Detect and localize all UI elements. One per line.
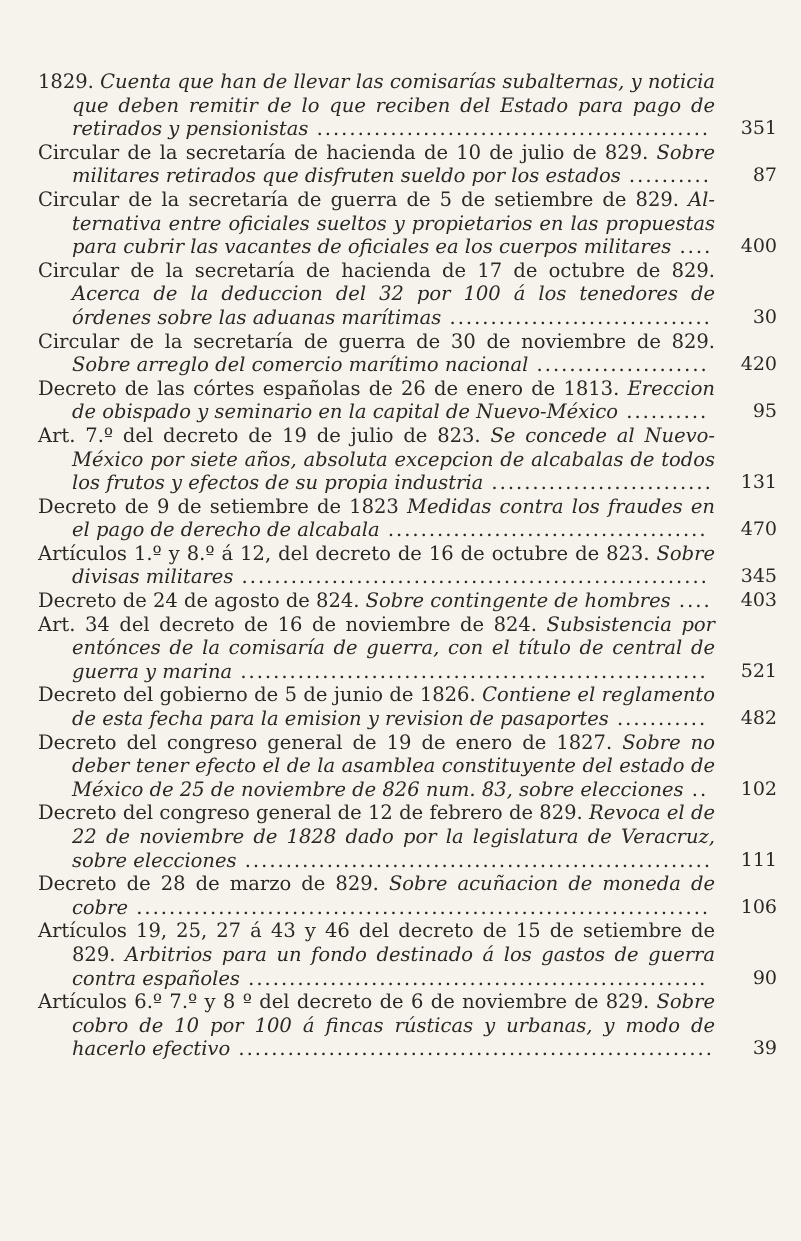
- entry-source: Circular de la secretaría de hacienda de 10 de julio de 829.: [38, 140, 657, 164]
- entry-topic: Revoca el de 22 de noviembre de 1828 dado por la legislatura de Veracruz, sobre elecciones: [72, 801, 715, 872]
- entry-topic: Alternativa entre oficiales sueltos y propietarios en las propuestas para cubrir las vacantes de oficiales ea los cuerpos militares: [72, 187, 715, 259]
- index-entry: [38, 70, 779, 141]
- entry-topic: Se concede al Nuevo-México por siete años, absoluta excepcion de alcabalas de todos los frutos y efectos de su propia industria: [72, 423, 715, 495]
- dot-leader: ................................: [441, 305, 712, 329]
- entry-topic: Sobre militares retirados que disfruten sueldo por los estados: [72, 140, 715, 188]
- page-number: 30: [752, 305, 777, 328]
- dot-leader: .......................................: [379, 518, 708, 542]
- entry-topic: Contiene el reglamento de esta fecha para la emision y revision de pasaportes: [72, 683, 715, 731]
- index-entry: [38, 495, 779, 542]
- page-number: 87: [752, 164, 777, 187]
- index-entry: [38, 377, 779, 424]
- index-entry: [38, 731, 779, 802]
- entry-source: Circular de la secretaría de guerra de 30 de noviembre de 829.: [38, 329, 715, 353]
- entry-source: Decreto de las córtes españolas de 26 de enero de 1813.: [38, 376, 628, 400]
- entry-source: Art. 34 del decreto de 16 de noviembre de 824.: [38, 612, 547, 636]
- index-entry: [38, 259, 779, 330]
- page-number: 102: [740, 777, 777, 800]
- page-number: 400: [740, 235, 777, 258]
- dot-leader: ........................................................: [239, 966, 708, 990]
- entry-topic: Sobre arreglo del comercio marítimo nacional: [72, 353, 529, 377]
- dot-leader: .....................: [528, 353, 709, 377]
- dot-leader: ..........: [618, 400, 709, 424]
- entry-source: Artículos 6.º 7.º y 8 º del decreto de 6 de noviembre de 829.: [38, 990, 657, 1014]
- dot-leader: ...........: [608, 707, 708, 731]
- entry-topic: Arbitrios para un fondo destinado á los gastos de guerra contra españoles: [72, 942, 716, 990]
- dot-leader: ..........................................................: [230, 1037, 714, 1061]
- dot-leader: ..........: [620, 164, 711, 188]
- dot-leader: ....: [671, 235, 713, 259]
- page-number: 403: [740, 589, 777, 612]
- entry-source: Decreto de 9 de setiembre de 1823: [38, 494, 408, 518]
- entry-source: Decreto del congreso general de 12 de febrero de 829.: [38, 801, 590, 825]
- index-entry: [38, 801, 779, 872]
- index-entry: [38, 330, 779, 377]
- index-entry: [38, 589, 779, 613]
- index-entry: [38, 542, 779, 589]
- entry-source: Artículos 1.º y 8.º á 12, del decreto de 16 de octubre de 823.: [38, 541, 657, 565]
- page-number: 111: [740, 848, 777, 871]
- entry-source: Art. 7.º del decreto de 19 de julio de 823.: [38, 423, 491, 447]
- index-entry: [38, 188, 779, 259]
- index-entry: [38, 613, 779, 684]
- entry-topic: Cuenta que han de llevar las comisarías subalternas, y noticia que deben remitir de lo que reciben del Estado para pago de retirados y pensionistas: [72, 70, 716, 141]
- entry-source: Decreto del congreso general de 19 de enero de 1827.: [38, 730, 623, 754]
- page-number: 345: [740, 565, 777, 588]
- page-number: 521: [740, 659, 777, 682]
- dot-leader: ..: [683, 777, 709, 801]
- index-entry: [38, 919, 779, 990]
- entry-topic: Sobre cobro de 10 por 100 á fincas rústicas y urbanas, y modo de hacerlo efectivo: [72, 990, 715, 1061]
- dot-leader: .........................................................: [233, 565, 709, 589]
- entry-topic: Ereccion de obispado y seminario en la capital de Nuevo-México: [72, 376, 715, 424]
- index-entry-list: [38, 70, 779, 1061]
- index-entry: [38, 141, 779, 188]
- index-entry: [38, 990, 779, 1061]
- entry-topic: Sobre divisas militares: [72, 541, 715, 589]
- page-number: 95: [752, 400, 777, 423]
- page-number: 470: [740, 518, 777, 541]
- entry-topic: Sobre no deber tener efecto el de la asamblea constituyente del estado de México de 25 de noviembre de 826 num. 83, sobre elecciones: [72, 730, 715, 801]
- page-number: 131: [740, 471, 777, 494]
- entry-source: Decreto de 28 de marzo de 829.: [38, 872, 389, 896]
- index-entry: [38, 683, 779, 730]
- page-number: 482: [740, 707, 777, 730]
- index-entry: [38, 424, 779, 495]
- page-number: 106: [740, 895, 777, 918]
- dot-leader: ...........................: [483, 471, 713, 495]
- dot-leader: ................................................: [308, 117, 711, 141]
- entry-topic: Subsistencia por entónces de la comisaría de guerra, con el título de central de guerra y marina: [72, 612, 715, 683]
- entry-source: Decreto del gobierno de 5 de junio de 1826.: [38, 683, 483, 707]
- entry-source: Circular de la secretaría de hacienda de 17 de octubre de 829.: [38, 258, 715, 282]
- page-number: 39: [752, 1037, 777, 1060]
- page-number: 420: [740, 353, 777, 376]
- entry-source: Circular de la secretaría de guerra de 5 de setiembre de 829.: [38, 187, 689, 211]
- entry-topic: Acerca de la deduccion del 32 por 100 á los tenedores de órdenes sobre las aduanas marítimas: [72, 282, 715, 329]
- entry-topic: Medidas contra los fraudes en el pago de derecho de alcabala: [72, 494, 715, 542]
- index-entry: [38, 872, 779, 919]
- entry-topic: Sobre acuñacion de moneda de cobre: [72, 872, 715, 919]
- entry-source: Decreto de 24 de agosto de 824.: [38, 589, 366, 613]
- dot-leader: ......................................................................: [128, 895, 711, 919]
- dot-leader: .........................................................: [232, 659, 708, 683]
- page-number: 90: [752, 966, 777, 989]
- dot-leader: .........................................................: [236, 848, 713, 872]
- entry-topic: Sobre contingente de hombres: [365, 589, 671, 613]
- entry-source: 1829.: [38, 70, 101, 93]
- entry-source: Artículos 19, 25, 27 á 43 y 46 del decreto de 15 de setiembre de 829.: [38, 919, 715, 966]
- page-number: 351: [740, 117, 777, 140]
- dot-leader: ....: [670, 589, 712, 613]
